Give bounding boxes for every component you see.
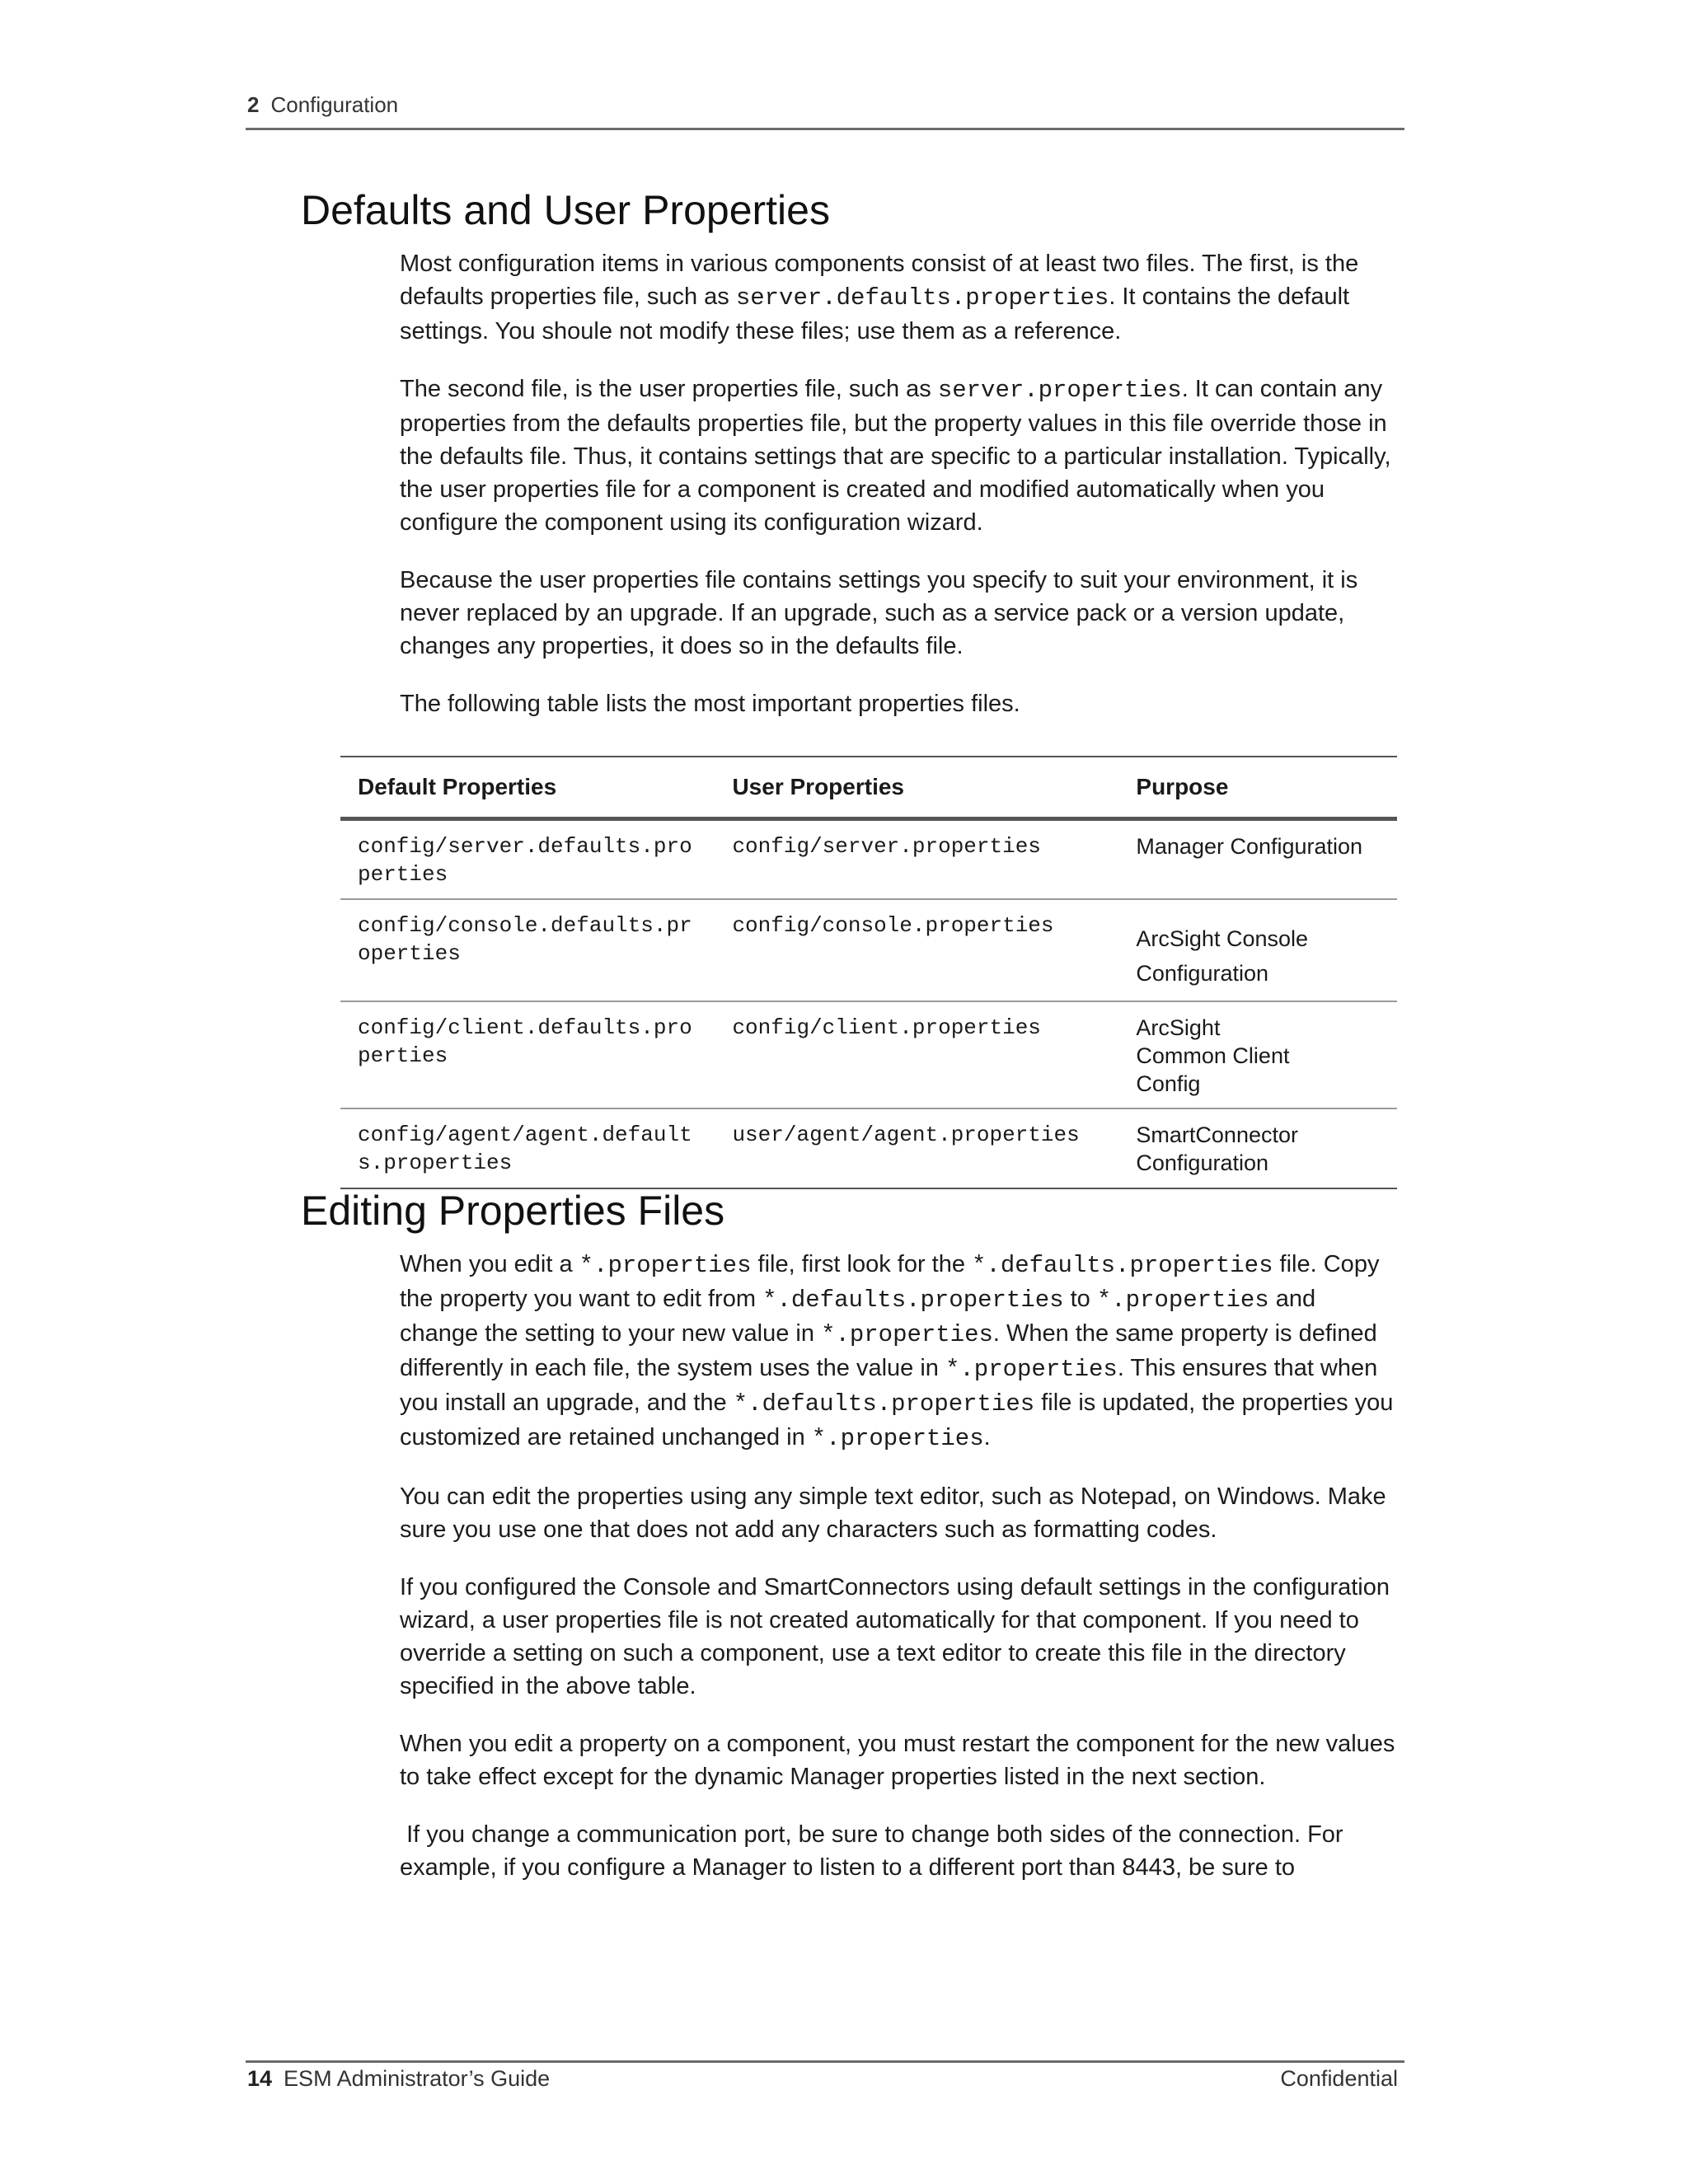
table-row bbox=[340, 1001, 1397, 1108]
header-rule bbox=[246, 128, 1404, 130]
paragraph: You can edit the properties using any simple text editor, such as Notepad, on Windows. Make sure you use one that does not add any characters such as formatting codes. bbox=[400, 1483, 1386, 1543]
section-editing-body bbox=[400, 1248, 1399, 1909]
paragraph: Because the user properties file contains settings you specify to suit your environment, it is never replaced by an upgrade. If an upgrade, such as a service pack or a version update, changes any properties, it does so in the defaults file. bbox=[400, 567, 1358, 659]
paragraph: If you change a communication port, be sure to change both sides of the connection. For example, if you configure a Manager to listen to a different port than 8443, be sure to bbox=[400, 1821, 1350, 1881]
table-cell: user/agent/agent.properties bbox=[732, 1122, 1080, 1147]
column-header-default: Default Properties bbox=[358, 774, 557, 799]
paragraph: The following table lists the most important properties files. bbox=[400, 691, 1020, 717]
table-cell: config/console.properties bbox=[732, 913, 1054, 938]
table-cell: config/agent/agent.defaults.properties bbox=[358, 1122, 692, 1175]
chapter-title: Configuration bbox=[270, 92, 399, 117]
section-title-defaults: Defaults and User Properties bbox=[301, 187, 830, 233]
table-cell: config/server.defaults.properties bbox=[358, 834, 692, 887]
section-title-editing: Editing Properties Files bbox=[301, 1188, 725, 1234]
table-header-row bbox=[340, 757, 1397, 819]
table-cell: Manager Configuration bbox=[1136, 834, 1363, 859]
filename: *.properties bbox=[579, 1252, 752, 1279]
column-header-purpose: Purpose bbox=[1136, 774, 1229, 799]
table-cell: SmartConnector Configuration bbox=[1136, 1122, 1298, 1175]
table-cell: config/server.properties bbox=[732, 834, 1041, 859]
table-cell: ArcSight Console Configuration bbox=[1136, 926, 1309, 986]
filename: *.properties bbox=[945, 1356, 1118, 1383]
column-header-user: User Properties bbox=[732, 774, 904, 799]
filename: *.defaults.properties bbox=[972, 1252, 1273, 1279]
footer-classification: Confidential bbox=[1280, 2066, 1398, 2091]
table-row bbox=[340, 1108, 1397, 1188]
filename: *.defaults.properties bbox=[733, 1390, 1035, 1418]
paragraph: If you configured the Console and SmartConnectors using default settings in the configuration wizard, a user properties file is not created automatically for that component. If you need to override a setting on such a component, use a text editor to create this file in the directory specified in the above table. bbox=[400, 1574, 1390, 1699]
filename: *.defaults.properties bbox=[762, 1286, 1064, 1314]
filename: *.properties bbox=[1096, 1286, 1269, 1314]
table-cell: config/client.properties bbox=[732, 1015, 1041, 1040]
running-header bbox=[247, 92, 398, 118]
table-cell: config/console.defaults.properties bbox=[358, 913, 692, 966]
chapter-number: 2 bbox=[247, 92, 260, 117]
page-number: 14 bbox=[247, 2066, 273, 2091]
filename: *.properties bbox=[821, 1321, 993, 1348]
paragraph: When you edit a property on a component, you must restart the component for the new values to take effect except for the dynamic Manager properties listed in the next section. bbox=[400, 1731, 1395, 1790]
running-footer bbox=[247, 2066, 550, 2092]
filename: server.properties bbox=[937, 377, 1182, 404]
filename: server.defaults.properties bbox=[735, 284, 1109, 312]
section-defaults-body bbox=[400, 247, 1399, 745]
paragraph: The second file, is the user properties file, such as server.properties. It can contain any properties from the defaults properties file, but the property values in this file override those in the defaults file. Thus, it contains settings that are specific to a particular installation. Typically, the user properties file for a component is created and modified automatically when you configure the component using its configuration wizard. bbox=[400, 376, 1391, 536]
table-row bbox=[340, 819, 1397, 900]
table-row bbox=[340, 899, 1397, 1001]
table-cell: config/client.defaults.properties bbox=[358, 1015, 692, 1068]
footer-rule bbox=[246, 2060, 1404, 2063]
paragraph: When you edit a *.properties file, first look for the *.defaults.properties file. Copy the property you want to edit from *.defaults.properties to *.properties and change the setting to your new value in *.properties. When the same property is defined differently in each file, the system uses the value in *.properties. This ensures that when you install an upgrade, and the *.defaults.properties file is updated, the properties you customized are retained unchanged in *.properties. bbox=[400, 1251, 1394, 1452]
table-cell: ArcSight Common Client Config bbox=[1136, 1015, 1290, 1096]
properties-files-table bbox=[340, 756, 1397, 1189]
paragraph: Most configuration items in various components consist of at least two files. The first, is the defaults properties file, such as server.defaults.properties. It contains the default settings. You shoule not modify these files; use them as a reference. bbox=[400, 251, 1359, 344]
filename: *.properties bbox=[811, 1425, 984, 1452]
book-title: ESM Administrator’s Guide bbox=[284, 2066, 551, 2091]
